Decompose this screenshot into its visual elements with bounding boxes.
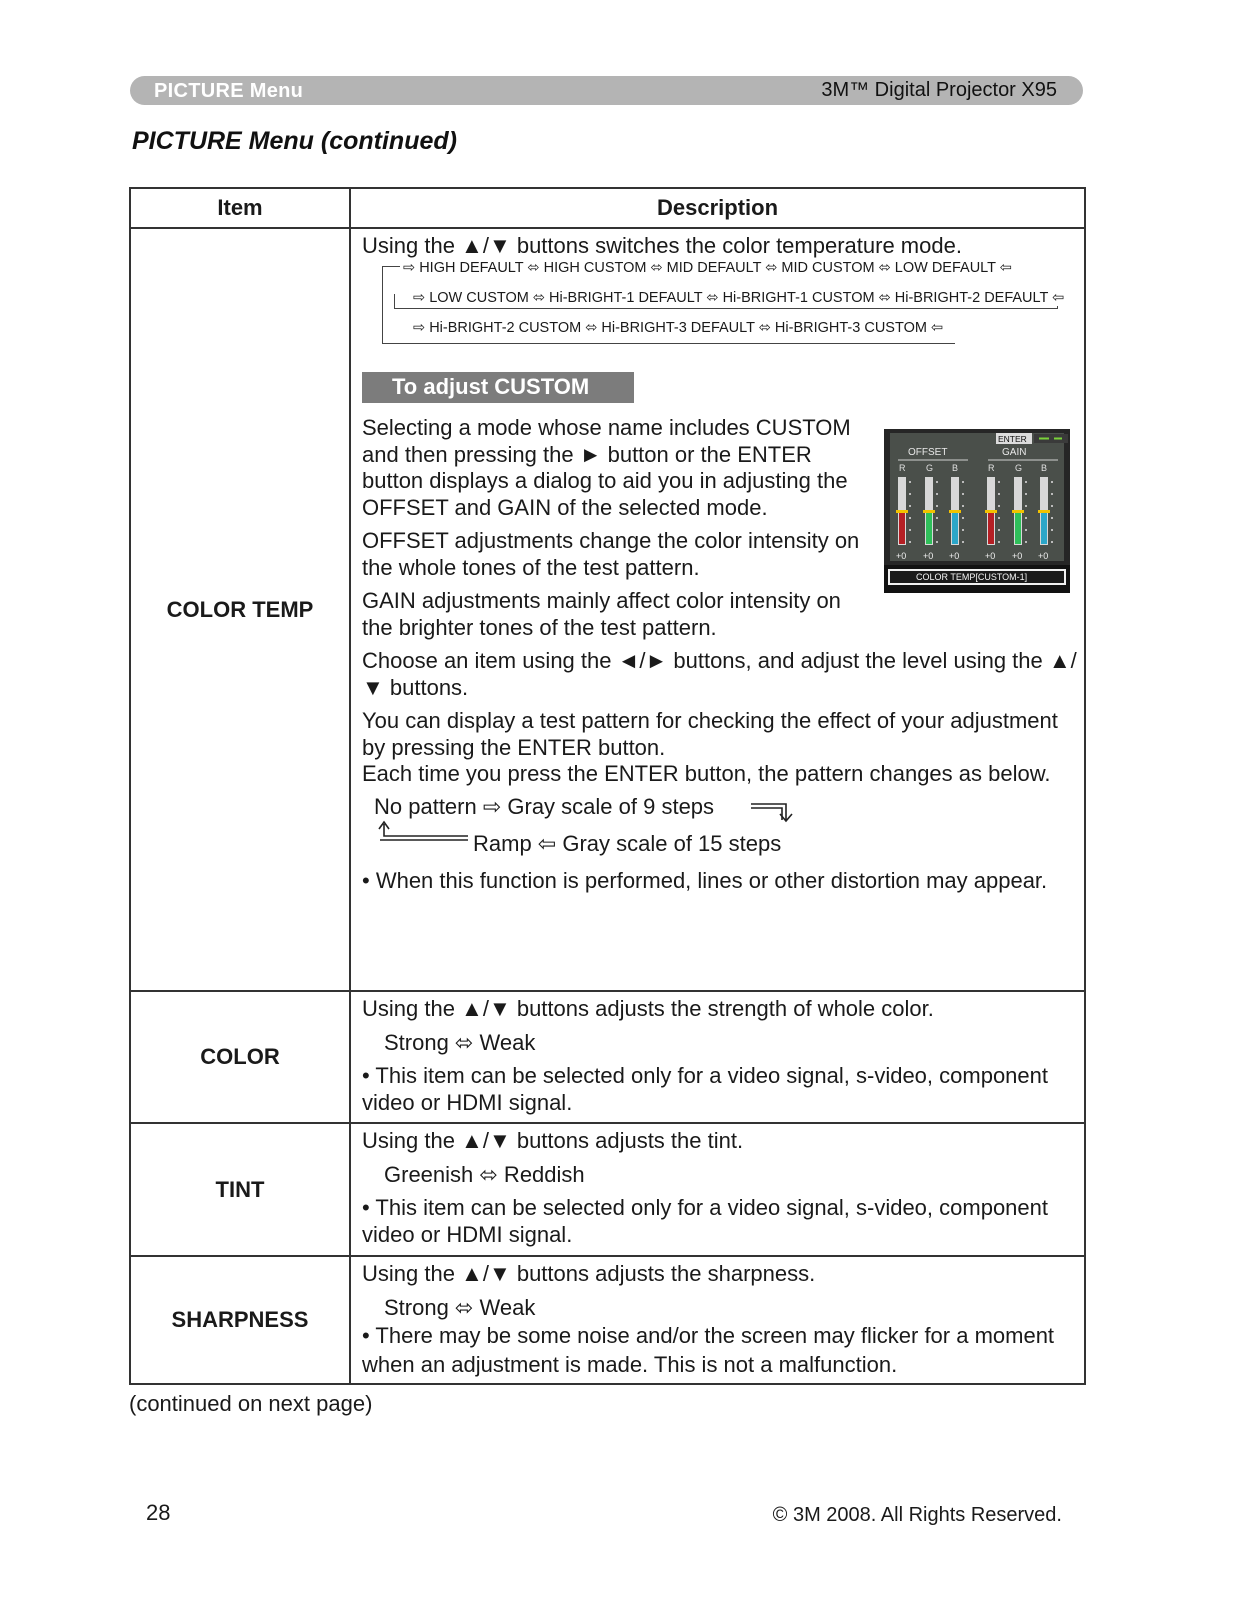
description-color <box>350 991 1085 1123</box>
adjust-custom-banner: To adjust CUSTOM <box>362 372 634 404</box>
tint-note: • This item can be selected only for a video signal, s-video, component video or HDMI signal. <box>362 1195 1048 1247</box>
table-header-row <box>130 188 1085 228</box>
custom-section <box>362 415 1084 896</box>
osd-slider-tick <box>998 493 1000 495</box>
osd-slider-tick <box>1051 517 1053 519</box>
pattern-arrow-up-icon <box>378 820 470 842</box>
color-temp-cycle-diagram <box>380 259 1084 358</box>
osd-slider-tick <box>909 505 911 507</box>
osd-slider-tick <box>936 541 938 543</box>
picture-menu-table <box>129 187 1086 1385</box>
custom-para-6: Each time you press the ENTER button, the pattern changes as below. <box>362 761 1051 786</box>
osd-slider-tick <box>962 517 964 519</box>
osd-slider-tick <box>1025 517 1027 519</box>
osd-slider-tick <box>962 481 964 483</box>
osd-gain-label: GAIN <box>1002 447 1027 458</box>
osd-slider-fill <box>899 513 905 544</box>
osd-slider-tick <box>909 517 911 519</box>
cycle-arrow-in-2: ⇨ <box>413 289 426 306</box>
tint-line-1: Using the ▲/▼ buttons adjusts the tint. <box>362 1128 744 1153</box>
osd-channel-label: R <box>988 463 995 473</box>
item-tint: TINT <box>130 1123 350 1256</box>
page-title: PICTURE Menu (continued) <box>132 127 457 155</box>
osd-slider-tick <box>909 529 911 531</box>
color-line-1: Using the ▲/▼ buttons adjusts the strength of whole color. <box>362 996 934 1021</box>
osd-slider-tick <box>962 493 964 495</box>
osd-slider-handle <box>923 510 935 513</box>
cycle-arrow-in-1: ⇨ <box>403 259 416 276</box>
cycle-text-2: LOW CUSTOM ⬄ Hi-BRIGHT-1 DEFAULT ⬄ Hi-BRIGHT-1 CUSTOM ⬄ Hi-BRIGHT-2 DEFAULT <box>429 289 1049 306</box>
item-sharpness: SHARPNESS <box>130 1256 350 1384</box>
osd-slider-handle <box>949 510 961 513</box>
header-bar <box>130 76 1083 105</box>
osd-channel-label: G <box>926 463 934 473</box>
osd-channel-value: +0 <box>923 551 934 561</box>
color-temp-intro: Using the ▲/▼ buttons switches the color temperature mode. <box>362 233 962 258</box>
osd-slider-handle <box>985 510 997 513</box>
color-temp-note: • When this function is performed, lines or other distortion may appear. <box>362 867 1048 893</box>
cycle-line-1 <box>400 260 1015 276</box>
column-header-description: Description <box>350 188 1085 228</box>
osd-channel-label: B <box>1041 463 1048 473</box>
osd-slider-fill <box>1041 513 1047 544</box>
tint-line-2: Greenish ⬄ Reddish <box>384 1161 585 1187</box>
pattern-line-1: No pattern ⇨ Gray scale of 9 steps <box>374 793 715 819</box>
osd-slider-tick <box>998 541 1000 543</box>
custom-para-1: Selecting a mode whose name includes CUSTOM and then pressing the ► button or the ENTER button displays a dialog to aid you in adjusting the OFFSET and GAIN of the selected mode. <box>362 415 851 520</box>
osd-slider-tick <box>1025 541 1027 543</box>
osd-channel-value: +0 <box>985 551 996 561</box>
osd-slider-tick <box>1051 505 1053 507</box>
osd-channel-value: +0 <box>896 551 907 561</box>
osd-slider-tick <box>998 529 1000 531</box>
osd-channel-label: G <box>1015 463 1023 473</box>
sharpness-line-1: Using the ▲/▼ buttons adjusts the sharpness. <box>362 1261 816 1286</box>
cycle-arrow-in-3: ⇨ <box>413 319 426 336</box>
table-row-color <box>130 991 1085 1123</box>
custom-dialog-screenshot <box>884 429 1070 593</box>
custom-para-5: You can display a test pattern for checking the effect of your adjustment by pressing the ENTER button. <box>362 708 1058 760</box>
page-number: 28 <box>146 1500 171 1525</box>
osd-slider-tick <box>1051 541 1053 543</box>
color-note: • This item can be selected only for a video signal, s-video, component video or HDMI signal. <box>362 1063 1048 1115</box>
custom-para-2: OFFSET adjustments change the color intensity on the whole tones of the test pattern. <box>362 528 860 580</box>
osd-enter-label: ENTER <box>998 434 1027 444</box>
osd-slider-tick <box>1025 481 1027 483</box>
header-section-title: PICTURE Menu <box>154 80 304 102</box>
continued-note: (continued on next page) <box>129 1391 373 1416</box>
osd-slider-tick <box>909 481 911 483</box>
cycle-arrow-out-2: ⇦ <box>1052 289 1065 306</box>
osd-slider-handle <box>1012 510 1024 513</box>
osd-slider-tick <box>1025 529 1027 531</box>
osd-slider-fill <box>952 513 958 544</box>
osd-slider-tick <box>936 529 938 531</box>
osd-slider-tick <box>962 541 964 543</box>
column-header-item: Item <box>130 188 350 228</box>
osd-slider-tick <box>962 505 964 507</box>
osd-channel-label: R <box>899 463 906 473</box>
osd-slider-tick <box>998 517 1000 519</box>
osd-slider-handle <box>896 510 908 513</box>
sharpness-line-2: Strong ⬄ Weak <box>384 1294 536 1320</box>
custom-dialog-graphic <box>884 429 1070 593</box>
color-line-2: Strong ⬄ Weak <box>384 1029 536 1055</box>
osd-offset-label: OFFSET <box>908 447 948 458</box>
sharpness-note: • There may be some noise and/or the screen may flicker for a moment when an adjustment is made. This is not a malfunction. <box>362 1323 1055 1377</box>
osd-slider-tick <box>909 493 911 495</box>
osd-slider-tick <box>936 481 938 483</box>
cycle-text-1: HIGH DEFAULT ⬄ HIGH CUSTOM ⬄ MID DEFAULT ⬄ MID CUSTOM ⬄ LOW DEFAULT <box>419 259 996 276</box>
description-color-temp <box>350 228 1085 991</box>
cycle-line-3 <box>410 320 946 336</box>
osd-slider-tick <box>1051 493 1053 495</box>
cycle-arrow-out-1: ⇦ <box>999 259 1012 276</box>
osd-footer-label: COLOR TEMP[CUSTOM-1] <box>916 572 1028 582</box>
header-product-name: 3M™ Digital Projector X95 <box>821 79 1057 101</box>
osd-slider-tick <box>962 529 964 531</box>
cycle-text-3: Hi-BRIGHT-2 CUSTOM ⬄ Hi-BRIGHT-3 DEFAULT ⬄ Hi-BRIGHT-3 CUSTOM <box>429 319 927 336</box>
osd-channel-value: +0 <box>1012 551 1023 561</box>
osd-slider-tick <box>909 541 911 543</box>
custom-text-block <box>362 415 872 641</box>
osd-slider-tick <box>998 481 1000 483</box>
item-color-temp: COLOR TEMP <box>130 228 350 991</box>
osd-channel-value: +0 <box>1038 551 1049 561</box>
table-row-tint <box>130 1123 1085 1256</box>
osd-slider-tick <box>936 505 938 507</box>
osd-slider-tick <box>1051 481 1053 483</box>
osd-channel-label: B <box>952 463 959 473</box>
osd-slider-tick <box>936 493 938 495</box>
description-tint <box>350 1123 1085 1256</box>
osd-channel-value: +0 <box>949 551 960 561</box>
description-sharpness <box>350 1256 1085 1384</box>
osd-slider-fill <box>926 513 932 544</box>
osd-slider-tick <box>1051 529 1053 531</box>
table-row-sharpness <box>130 1256 1085 1384</box>
osd-slider-fill <box>988 513 994 544</box>
osd-slider-fill <box>1015 513 1021 544</box>
pattern-line-2: Ramp ⇦ Gray scale of 15 steps <box>473 830 782 856</box>
item-color: COLOR <box>130 991 350 1123</box>
cycle-arrow-out-3: ⇦ <box>930 319 944 336</box>
osd-slider-tick <box>1025 493 1027 495</box>
custom-para-4: Choose an item using the ◄/► buttons, and adjust the level using the ▲/▼ buttons. <box>362 648 1077 700</box>
table-row-color-temp <box>130 228 1085 991</box>
osd-slider-tick <box>998 505 1000 507</box>
test-pattern-cycle <box>362 794 1084 866</box>
osd-slider-handle <box>1038 510 1050 513</box>
osd-slider-tick <box>936 517 938 519</box>
pattern-arrow-down-icon <box>750 800 794 824</box>
copyright: © 3M 2008. All Rights Reserved. <box>772 1504 1062 1526</box>
custom-para-3: GAIN adjustments mainly affect color intensity on the brighter tones of the test pattern. <box>362 588 841 640</box>
cycle-line-2 <box>410 290 1067 306</box>
osd-slider-tick <box>1025 505 1027 507</box>
